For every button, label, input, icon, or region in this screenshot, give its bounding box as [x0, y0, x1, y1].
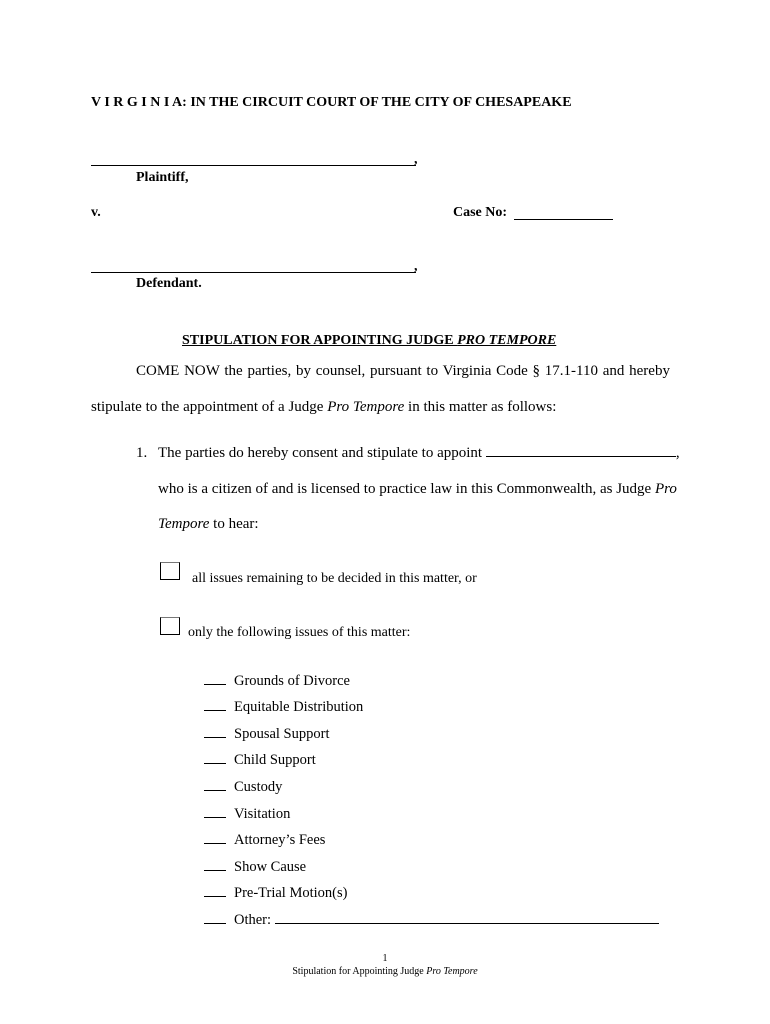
plaintiff-name-line[interactable] — [91, 165, 416, 166]
other-issue-blank[interactable] — [275, 923, 659, 924]
case-no-label: Case No: — [453, 205, 508, 220]
plaintiff-label: Plaintiff, — [136, 170, 189, 185]
case-no-line[interactable] — [514, 219, 613, 220]
item-1-line-2-start: who is a citizen of and is licensed to practice law in this Commonwealth, as Judge — [158, 481, 655, 497]
issue-blank[interactable] — [204, 831, 226, 844]
issue-label: Equitable Distribution — [234, 699, 364, 715]
intro-line-2 — [91, 399, 556, 416]
issue-label: Attorney’s Fees — [234, 832, 326, 848]
intro-line-2-italic: Pro Tempore — [327, 399, 405, 415]
issue-label: Spousal Support — [234, 726, 330, 742]
footer-text-start: Stipulation for Appointing Judge — [292, 966, 427, 977]
footer-text-italic: Pro Tempore — [426, 966, 478, 977]
issue-item — [204, 805, 290, 823]
issue-item — [204, 884, 347, 902]
defendant-name-line[interactable] — [91, 272, 416, 273]
issue-blank[interactable] — [204, 751, 226, 764]
versus-label: v. — [91, 205, 101, 220]
issue-item — [204, 698, 363, 716]
item-1-line-1-start: The parties do hereby consent and stipulate to appoint — [158, 445, 483, 461]
issue-label: Pre-Trial Motion(s) — [234, 885, 348, 901]
item-1-line-3 — [158, 516, 259, 533]
document-title — [182, 333, 556, 349]
intro-line-2-start: stipulate to the appointment of a Judge — [91, 399, 328, 415]
item-1-line-3-italic: Tempore — [158, 516, 210, 532]
issue-blank[interactable] — [204, 725, 226, 738]
document-title-main: STIPULATION FOR APPOINTING JUDGE — [182, 333, 458, 348]
issue-label: Child Support — [234, 752, 316, 768]
item-1-line-2-italic: Pro — [654, 481, 677, 497]
issue-blank[interactable] — [204, 911, 226, 924]
intro-line-2-end: in this matter as follows: — [404, 399, 557, 415]
footer-text — [0, 966, 770, 977]
issue-label: Show Cause — [234, 859, 307, 875]
judge-name-blank[interactable] — [486, 456, 676, 457]
issue-item — [204, 831, 325, 849]
issue-item — [204, 858, 306, 876]
item-1-line-1 — [158, 445, 680, 462]
issue-item — [204, 911, 659, 929]
defendant-label: Defendant. — [136, 276, 202, 291]
issue-item — [204, 672, 350, 690]
issue-label: Other: — [234, 912, 272, 928]
issue-blank[interactable] — [204, 858, 226, 871]
issue-blank[interactable] — [204, 884, 226, 897]
issue-item — [204, 725, 329, 743]
issue-label: Custody — [234, 779, 283, 795]
page-number: 1 — [382, 953, 388, 964]
following-issues-checkbox[interactable] — [160, 617, 180, 635]
all-issues-checkbox[interactable] — [160, 562, 180, 580]
intro-line-1: COME NOW the parties, by counsel, pursuant to Virginia Code § 17.1-110 and hereby — [136, 363, 670, 379]
court-heading: V I R G I N I A: IN THE CIRCUIT COURT OF THE CITY OF CHESAPEAKE — [91, 95, 572, 110]
item-1-line-1-end: , — [675, 445, 680, 461]
document-title-italic: PRO TEMPORE — [457, 333, 557, 348]
issue-blank[interactable] — [204, 805, 226, 818]
issue-item — [204, 778, 282, 796]
all-issues-label: all issues remaining to be decided in this matter, or — [192, 571, 477, 586]
defendant-comma: , — [414, 259, 418, 274]
item-1-line-3-end: to hear: — [209, 516, 259, 532]
issue-item — [204, 751, 316, 769]
plaintiff-comma: , — [414, 152, 418, 167]
issue-label: Visitation — [234, 806, 291, 822]
following-issues-label: only the following issues of this matter: — [188, 625, 411, 640]
issue-label: Grounds of Divorce — [234, 673, 350, 689]
issue-blank[interactable] — [204, 672, 226, 685]
issue-blank[interactable] — [204, 698, 226, 711]
item-1-line-2 — [158, 481, 677, 498]
item-1-number: 1. — [136, 445, 148, 461]
issue-blank[interactable] — [204, 778, 226, 791]
